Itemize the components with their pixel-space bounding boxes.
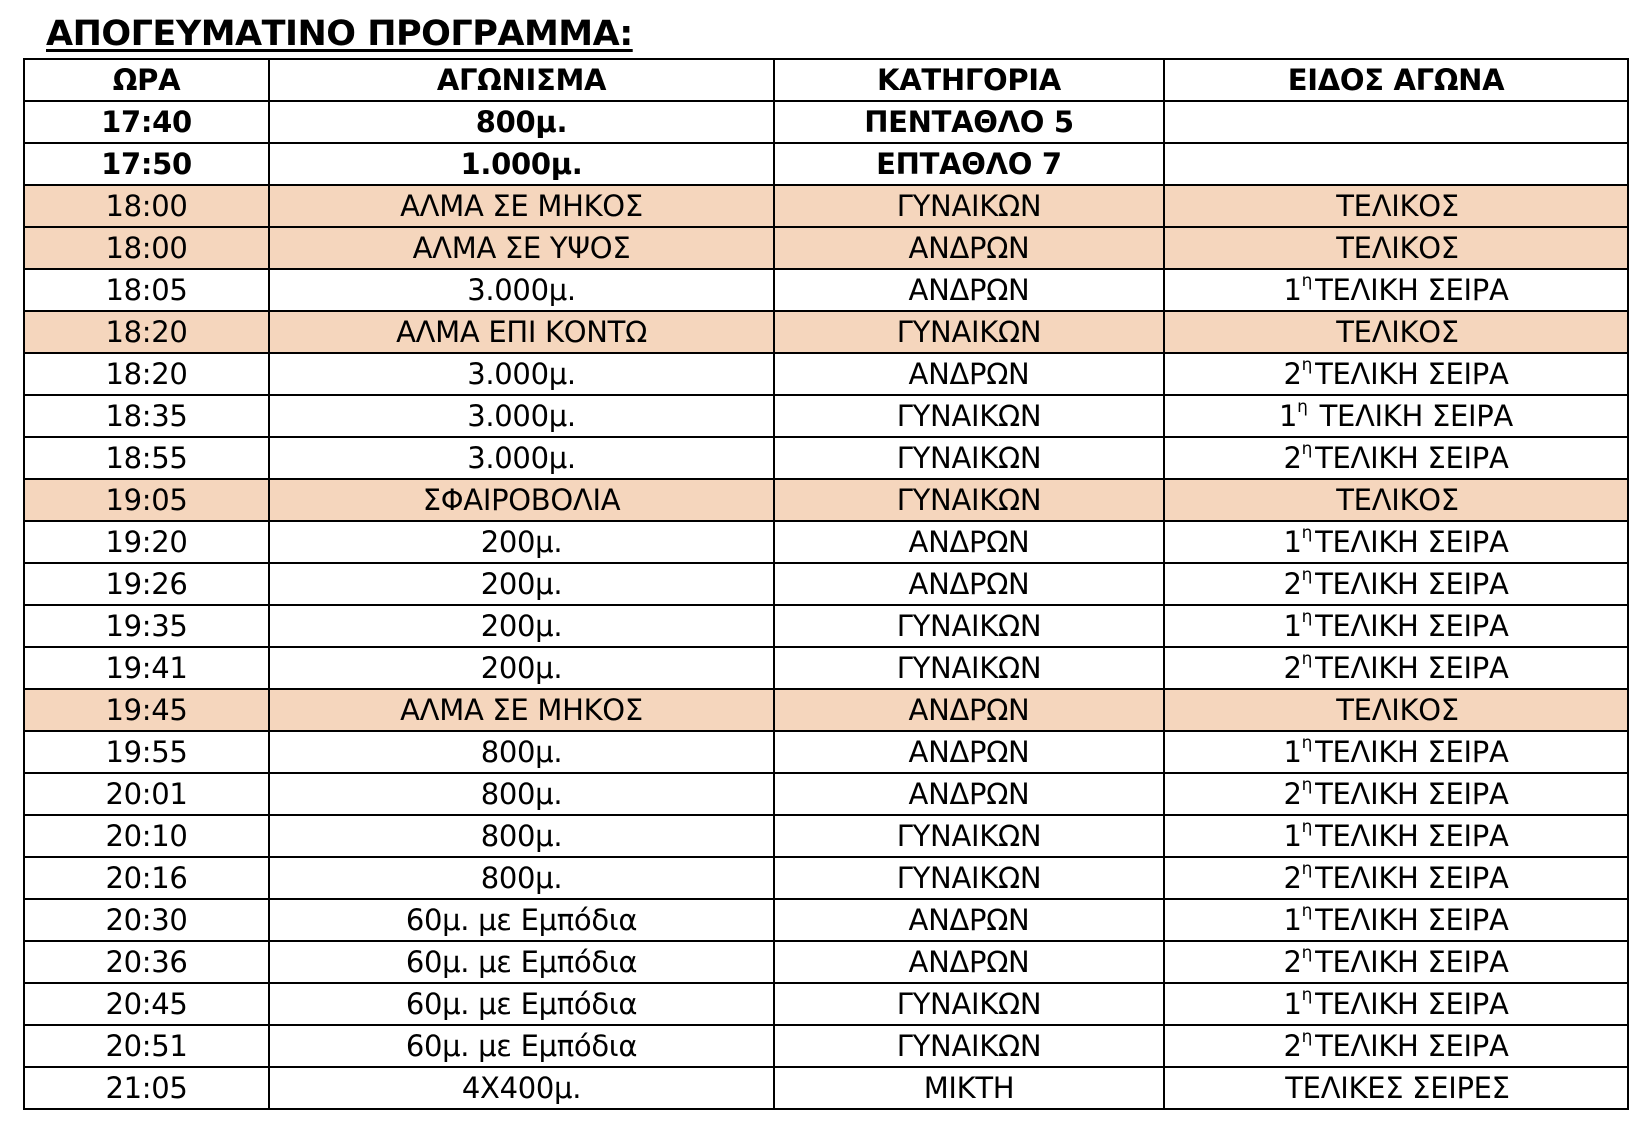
- schedule-table: [23, 58, 1629, 1110]
- race-type-label: ΤΕΛΙΚΟΣ: [1336, 693, 1459, 727]
- table-row: [24, 815, 1628, 857]
- event-cell: ΑΛΜΑ ΣΕ ΜΗΚΟΣ: [269, 185, 774, 227]
- category-cell: ΓΥΝΑΙΚΩΝ: [774, 479, 1164, 521]
- race-type-ordinal: η: [1301, 775, 1313, 796]
- race-type-label: ΤΕΛΙΚΟΣ: [1336, 189, 1459, 223]
- race-type-number: 2: [1283, 567, 1302, 601]
- race-type-cell: [1164, 983, 1628, 1025]
- header-event: ΑΓΩΝΙΣΜΑ: [269, 59, 774, 101]
- time-cell: 18:05: [24, 269, 269, 311]
- race-type-cell: [1164, 689, 1628, 731]
- event-cell: 60μ. με Εμπόδια: [269, 899, 774, 941]
- category-cell: ΑΝΔΡΩΝ: [774, 899, 1164, 941]
- race-type-label: ΤΕΛΙΚΗ ΣΕΙΡΑ: [1315, 987, 1509, 1021]
- race-type-label: ΤΕΛΙΚΕΣ ΣΕΙΡΕΣ: [1285, 1071, 1510, 1105]
- category-cell: ΓΥΝΑΙΚΩΝ: [774, 983, 1164, 1025]
- event-cell: 800μ.: [269, 101, 774, 143]
- race-type-cell: [1164, 941, 1628, 983]
- event-cell: 4Χ400μ.: [269, 1067, 774, 1109]
- event-cell: ΑΛΜΑ ΣΕ ΜΗΚΟΣ: [269, 689, 774, 731]
- race-type-cell: [1164, 563, 1628, 605]
- table-row: [24, 1067, 1628, 1109]
- race-type-ordinal: η: [1301, 859, 1313, 880]
- time-cell: 18:20: [24, 311, 269, 353]
- category-cell: ΓΥΝΑΙΚΩΝ: [774, 185, 1164, 227]
- race-type-cell: [1164, 815, 1628, 857]
- table-row: [24, 437, 1628, 479]
- race-type-number: 1: [1283, 609, 1302, 643]
- race-type-number: 2: [1283, 861, 1302, 895]
- header-race-type: ΕΙΔΟΣ ΑΓΩΝΑ: [1164, 59, 1628, 101]
- table-row: [24, 185, 1628, 227]
- time-cell: 18:00: [24, 185, 269, 227]
- race-type-number: 1: [1283, 735, 1302, 769]
- race-type-cell: [1164, 773, 1628, 815]
- category-cell: ΓΥΝΑΙΚΩΝ: [774, 437, 1164, 479]
- table-row: [24, 479, 1628, 521]
- race-type-number: 2: [1283, 1029, 1302, 1063]
- category-cell: ΑΝΔΡΩΝ: [774, 227, 1164, 269]
- race-type-ordinal: η: [1301, 607, 1313, 628]
- event-cell: 3.000μ.: [269, 353, 774, 395]
- table-row: [24, 857, 1628, 899]
- time-cell: 19:45: [24, 689, 269, 731]
- race-type-number: 2: [1283, 945, 1302, 979]
- time-cell: 18:35: [24, 395, 269, 437]
- category-cell: ΓΥΝΑΙΚΩΝ: [774, 395, 1164, 437]
- header-category: ΚΑΤΗΓΟΡΙΑ: [774, 59, 1164, 101]
- time-cell: 18:00: [24, 227, 269, 269]
- event-cell: 800μ.: [269, 857, 774, 899]
- race-type-label: ΤΕΛΙΚΗ ΣΕΙΡΑ: [1315, 1029, 1509, 1063]
- table-row: [24, 983, 1628, 1025]
- table-row: [24, 521, 1628, 563]
- event-cell: 800μ.: [269, 815, 774, 857]
- event-cell: 200μ.: [269, 521, 774, 563]
- category-cell: ΑΝΔΡΩΝ: [774, 731, 1164, 773]
- table-row: [24, 143, 1628, 185]
- race-type-number: 2: [1283, 777, 1302, 811]
- time-cell: 18:20: [24, 353, 269, 395]
- time-cell: 20:45: [24, 983, 269, 1025]
- header-row: [24, 59, 1628, 101]
- race-type-cell: [1164, 1025, 1628, 1067]
- time-cell: 19:41: [24, 647, 269, 689]
- race-type-label: ΤΕΛΙΚΗ ΣΕΙΡΑ: [1315, 819, 1509, 853]
- category-cell: ΠΕΝΤΑΘΛΟ 5: [774, 101, 1164, 143]
- time-cell: 20:51: [24, 1025, 269, 1067]
- race-type-cell: [1164, 101, 1628, 143]
- event-cell: 60μ. με Εμπόδια: [269, 1025, 774, 1067]
- race-type-cell: [1164, 269, 1628, 311]
- table-row: [24, 353, 1628, 395]
- category-cell: ΕΠΤΑΘΛΟ 7: [774, 143, 1164, 185]
- time-cell: 19:05: [24, 479, 269, 521]
- race-type-label: ΤΕΛΙΚΗ ΣΕΙΡΑ: [1315, 441, 1509, 475]
- race-type-ordinal: η: [1301, 649, 1313, 670]
- time-cell: 20:10: [24, 815, 269, 857]
- race-type-ordinal: η: [1301, 1027, 1313, 1048]
- event-cell: 200μ.: [269, 605, 774, 647]
- race-type-cell: [1164, 227, 1628, 269]
- race-type-number: 1: [1283, 525, 1302, 559]
- table-row: [24, 773, 1628, 815]
- race-type-ordinal: η: [1301, 565, 1313, 586]
- category-cell: ΜΙΚΤΗ: [774, 1067, 1164, 1109]
- race-type-cell: [1164, 185, 1628, 227]
- race-type-ordinal: η: [1301, 355, 1313, 376]
- category-cell: ΑΝΔΡΩΝ: [774, 689, 1164, 731]
- race-type-label: ΤΕΛΙΚΗ ΣΕΙΡΑ: [1315, 567, 1509, 601]
- time-cell: 19:55: [24, 731, 269, 773]
- table-row: [24, 731, 1628, 773]
- category-cell: ΓΥΝΑΙΚΩΝ: [774, 311, 1164, 353]
- category-cell: ΓΥΝΑΙΚΩΝ: [774, 605, 1164, 647]
- category-cell: ΑΝΔΡΩΝ: [774, 269, 1164, 311]
- race-type-label: ΤΕΛΙΚΗ ΣΕΙΡΑ: [1315, 861, 1509, 895]
- race-type-cell: [1164, 311, 1628, 353]
- race-type-ordinal: η: [1301, 271, 1313, 292]
- race-type-cell: [1164, 857, 1628, 899]
- race-type-ordinal: η: [1301, 943, 1313, 964]
- race-type-number: 1: [1283, 987, 1302, 1021]
- category-cell: ΑΝΔΡΩΝ: [774, 941, 1164, 983]
- race-type-ordinal: η: [1301, 817, 1313, 838]
- race-type-label: ΤΕΛΙΚΗ ΣΕΙΡΑ: [1315, 651, 1509, 685]
- category-cell: ΓΥΝΑΙΚΩΝ: [774, 857, 1164, 899]
- race-type-cell: [1164, 479, 1628, 521]
- event-cell: ΣΦΑΙΡΟΒΟΛΙΑ: [269, 479, 774, 521]
- time-cell: 19:26: [24, 563, 269, 605]
- table-row: [24, 563, 1628, 605]
- time-cell: 18:55: [24, 437, 269, 479]
- time-cell: 19:35: [24, 605, 269, 647]
- table-row: [24, 227, 1628, 269]
- race-type-label: ΤΕΛΙΚΗ ΣΕΙΡΑ: [1315, 945, 1509, 979]
- race-type-cell: [1164, 1067, 1628, 1109]
- table-row: [24, 395, 1628, 437]
- table-row: [24, 269, 1628, 311]
- page-title: ΑΠΟΓΕΥΜΑΤΙΝΟ ΠΡΟΓΡΑΜΜΑ:: [46, 14, 633, 54]
- race-type-label: ΤΕΛΙΚΗ ΣΕΙΡΑ: [1315, 777, 1509, 811]
- race-type-cell: [1164, 899, 1628, 941]
- event-cell: 3.000μ.: [269, 437, 774, 479]
- race-type-ordinal: η: [1297, 397, 1308, 418]
- race-type-number: 1: [1279, 399, 1298, 433]
- category-cell: ΑΝΔΡΩΝ: [774, 353, 1164, 395]
- time-cell: 17:40: [24, 101, 269, 143]
- race-type-number: 2: [1283, 651, 1302, 685]
- race-type-number: 1: [1283, 273, 1302, 307]
- schedule-body: [24, 101, 1628, 1109]
- race-type-cell: [1164, 521, 1628, 563]
- race-type-number: 1: [1283, 903, 1302, 937]
- race-type-ordinal: η: [1301, 985, 1313, 1006]
- table-row: [24, 605, 1628, 647]
- category-cell: ΓΥΝΑΙΚΩΝ: [774, 1025, 1164, 1067]
- event-cell: 60μ. με Εμπόδια: [269, 941, 774, 983]
- event-cell: 800μ.: [269, 731, 774, 773]
- race-type-label: ΤΕΛΙΚΟΣ: [1336, 315, 1459, 349]
- time-cell: 20:16: [24, 857, 269, 899]
- race-type-label: ΤΕΛΙΚΗ ΣΕΙΡΑ: [1310, 399, 1513, 433]
- race-type-ordinal: η: [1301, 439, 1313, 460]
- time-cell: 19:20: [24, 521, 269, 563]
- race-type-label: ΤΕΛΙΚΗ ΣΕΙΡΑ: [1315, 903, 1509, 937]
- event-cell: 1.000μ.: [269, 143, 774, 185]
- race-type-ordinal: η: [1301, 523, 1313, 544]
- race-type-cell: [1164, 731, 1628, 773]
- table-row: [24, 311, 1628, 353]
- time-cell: 17:50: [24, 143, 269, 185]
- event-cell: 60μ. με Εμπόδια: [269, 983, 774, 1025]
- race-type-label: ΤΕΛΙΚΗ ΣΕΙΡΑ: [1315, 357, 1509, 391]
- race-type-cell: [1164, 353, 1628, 395]
- race-type-label: ΤΕΛΙΚΗ ΣΕΙΡΑ: [1315, 735, 1509, 769]
- category-cell: ΑΝΔΡΩΝ: [774, 773, 1164, 815]
- table-row: [24, 1025, 1628, 1067]
- race-type-number: 2: [1283, 441, 1302, 475]
- race-type-label: ΤΕΛΙΚΟΣ: [1336, 483, 1459, 517]
- race-type-number: 2: [1283, 357, 1302, 391]
- race-type-label: ΤΕΛΙΚΗ ΣΕΙΡΑ: [1315, 273, 1509, 307]
- race-type-cell: [1164, 647, 1628, 689]
- event-cell: ΑΛΜΑ ΕΠΙ ΚΟΝΤΩ: [269, 311, 774, 353]
- race-type-label: ΤΕΛΙΚΟΣ: [1336, 231, 1459, 265]
- race-type-label: ΤΕΛΙΚΗ ΣΕΙΡΑ: [1315, 609, 1509, 643]
- table-row: [24, 899, 1628, 941]
- time-cell: 21:05: [24, 1067, 269, 1109]
- event-cell: 200μ.: [269, 647, 774, 689]
- event-cell: ΑΛΜΑ ΣΕ ΥΨΟΣ: [269, 227, 774, 269]
- category-cell: ΓΥΝΑΙΚΩΝ: [774, 647, 1164, 689]
- table-row: [24, 689, 1628, 731]
- event-cell: 3.000μ.: [269, 269, 774, 311]
- event-cell: 200μ.: [269, 563, 774, 605]
- table-row: [24, 101, 1628, 143]
- event-cell: 800μ.: [269, 773, 774, 815]
- category-cell: ΑΝΔΡΩΝ: [774, 563, 1164, 605]
- time-cell: 20:01: [24, 773, 269, 815]
- time-cell: 20:30: [24, 899, 269, 941]
- table-row: [24, 941, 1628, 983]
- race-type-cell: [1164, 437, 1628, 479]
- category-cell: ΑΝΔΡΩΝ: [774, 521, 1164, 563]
- race-type-label: ΤΕΛΙΚΗ ΣΕΙΡΑ: [1315, 525, 1509, 559]
- event-cell: 3.000μ.: [269, 395, 774, 437]
- race-type-cell: [1164, 143, 1628, 185]
- header-time: ΩΡΑ: [24, 59, 269, 101]
- race-type-number: 1: [1283, 819, 1302, 853]
- category-cell: ΓΥΝΑΙΚΩΝ: [774, 815, 1164, 857]
- race-type-ordinal: η: [1301, 901, 1313, 922]
- race-type-ordinal: η: [1301, 733, 1313, 754]
- table-row: [24, 647, 1628, 689]
- race-type-cell: [1164, 395, 1628, 437]
- time-cell: 20:36: [24, 941, 269, 983]
- race-type-cell: [1164, 605, 1628, 647]
